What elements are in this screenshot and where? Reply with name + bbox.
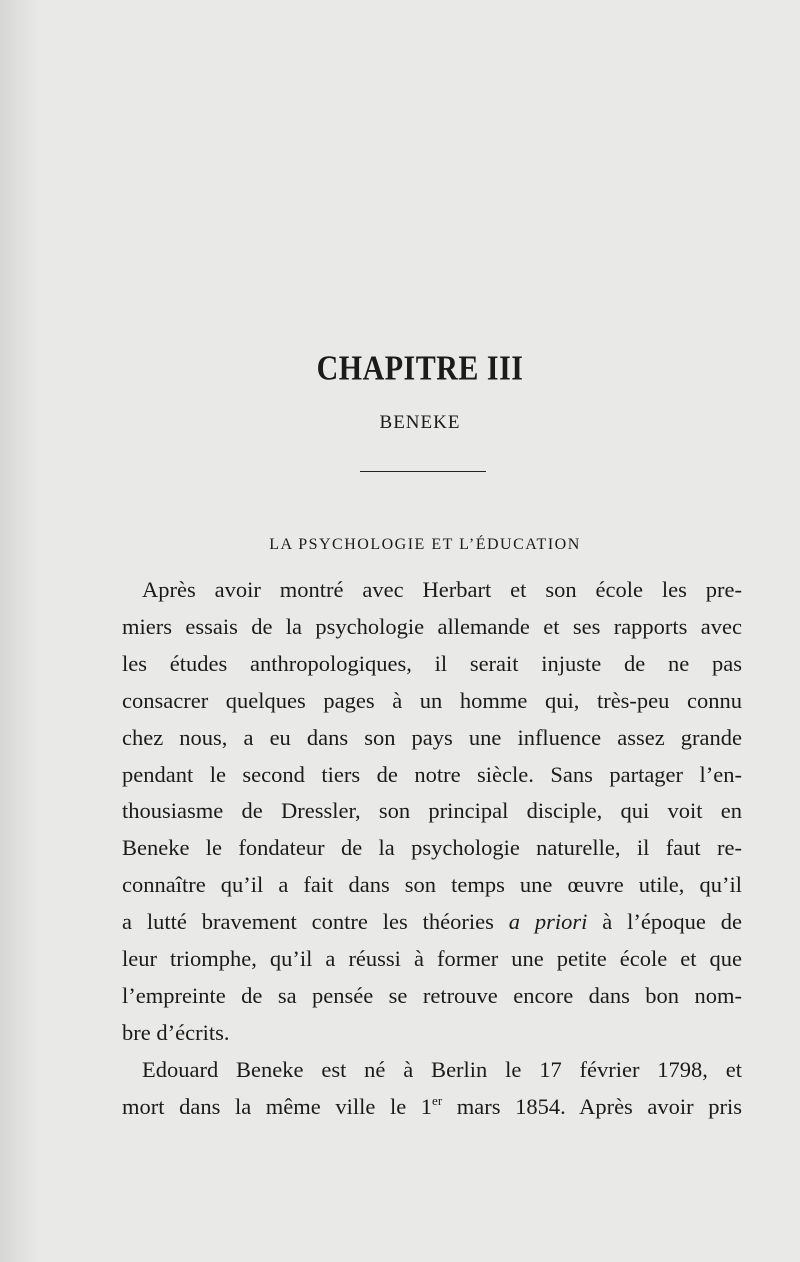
- text-line: consacrer quelques pages à un homme qui, très-peu connu: [122, 687, 742, 713]
- superscript: er: [432, 1092, 443, 1108]
- text-fragment: mort dans la même ville le 1: [122, 1093, 433, 1119]
- text-fragment: a lutté bravement contre les théories: [122, 909, 509, 935]
- text-line: les études anthropologiques, il serait injuste de ne pas: [122, 650, 742, 676]
- text-line: l’empreinte de sa pensée se retrouve encore dans bon nom-: [122, 982, 742, 1008]
- text-line-with-superscript: [122, 1089, 742, 1126]
- italic-phrase: a priori: [508, 909, 588, 935]
- body-text: [122, 572, 742, 1126]
- text-fragment: à l’époque de: [587, 909, 742, 935]
- text-line: chez nous, a eu dans son pays une influence assez grande: [122, 724, 742, 750]
- text-line: pendant le second tiers de notre siècle. Sans partager l’en-: [122, 761, 742, 787]
- section-title: LA PSYCHOLOGIE ET L’ÉDUCATION: [269, 536, 581, 553]
- title-rule: [360, 471, 486, 472]
- text-line-italic-phrase: [122, 904, 742, 941]
- page-edge-shadow: [0, 0, 40, 1262]
- text-line: Edouard Beneke est né à Berlin le 17 février 1798, et: [142, 1056, 742, 1082]
- text-line: Après avoir montré avec Herbart et son école les pre-: [142, 577, 742, 602]
- text-fragment: mars 1854. Après avoir pris: [442, 1093, 742, 1119]
- chapter-title: CHAPITRE III: [316, 349, 524, 388]
- chapter-name: BENEKE: [379, 412, 461, 433]
- text-line: bre d’écrits.: [122, 1019, 230, 1045]
- text-line: miers essais de la psychologie allemande et ses rapports avec: [122, 613, 742, 639]
- text-line: Beneke le fondateur de la psychologie naturelle, il faut re-: [122, 835, 742, 861]
- text-line: leur triomphe, qu’il a réussi à former une petite école et que: [122, 946, 742, 972]
- text-line: thousiasme de Dressler, son principal disciple, qui voit en: [122, 798, 742, 824]
- text-line: connaître qu’il a fait dans son temps une œuvre utile, qu’il: [122, 872, 742, 898]
